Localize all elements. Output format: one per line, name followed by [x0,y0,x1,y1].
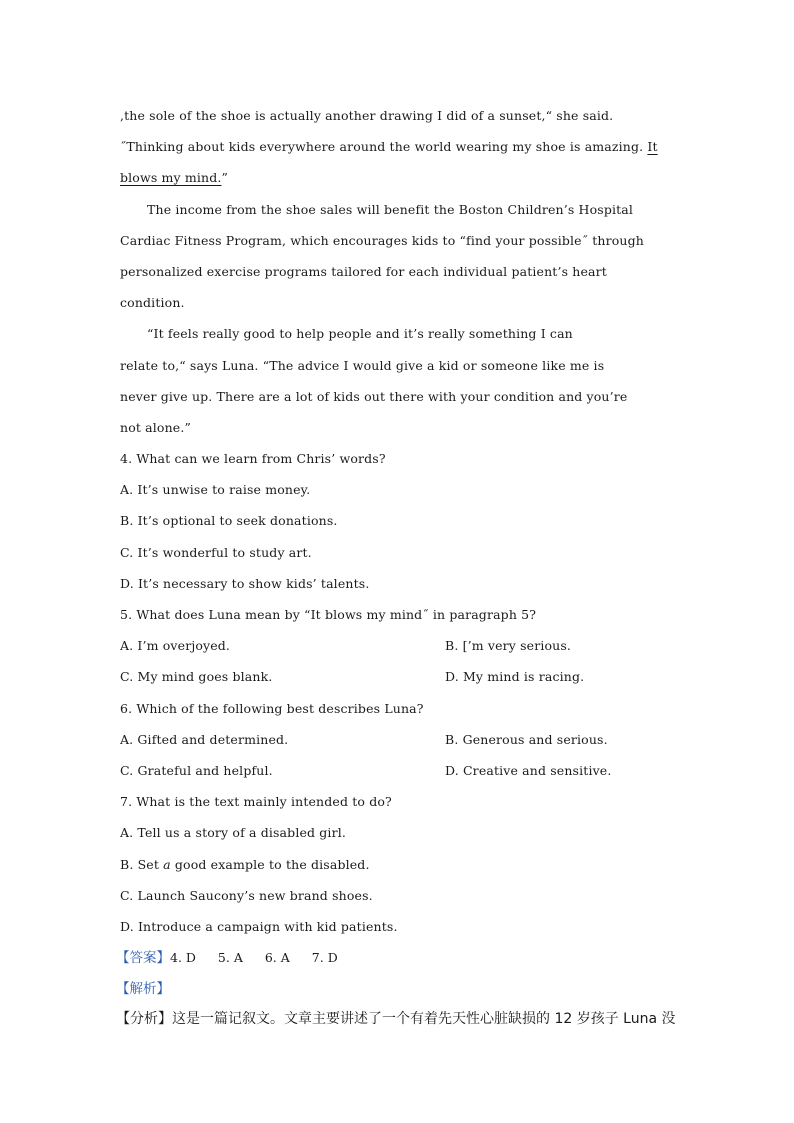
question-7-stem: 7. What is the text mainly intended to do? [120,794,392,810]
underlined-phrase: blows my mind. [120,170,222,186]
passage-text: “It feels really good to help people and it’s really something I can [147,326,573,342]
q7-option-b-prefix: B. Set [120,856,164,872]
q6-option-c: C. Grateful and helpful. [120,762,273,778]
q5-option-b: B. [’m very serious. [445,638,572,654]
passage-text: never give up. There are a lot of kids out there with your condition and you’re [120,388,628,404]
q7-option-b-italic: a [163,856,171,872]
passage-line [120,162,680,193]
q7-option-b-suffix: good example to the disabled. [170,856,370,872]
passage-text: The income from the shoe sales will benefit the Boston Children’s Hospital [147,201,634,217]
passage-text: Cardiac Fitness Program, which encourages kids to “find your possible˝ through [120,232,644,248]
fenxi-text: 这是一篇记叙文。文章主要讲述了一个有着先天性心脏缺损的 12 岁孩子 Luna 没 [172,1011,676,1028]
passage-line [120,256,680,287]
q5-options-row-1 [120,630,680,661]
answer-tag: 【答案】 [116,950,170,967]
analysis-tag: 【解析】 [116,981,170,998]
answer-6: 6. A [264,950,290,966]
q4-option-a: A. It’s unwise to raise money. [120,482,311,498]
answer-7: 7. D [311,950,338,966]
passage-line [120,381,680,412]
q4-option-d: D. It’s necessary to show kids’ talents. [120,575,370,591]
passage-line [120,318,680,349]
passage-line [120,287,680,318]
analysis-line [116,973,680,1004]
answer-5: 5. A [217,950,243,966]
q6-options-row-2 [120,755,680,786]
passage-line [120,100,680,131]
passage-text: condition. [120,295,185,311]
q7-option-c: C. Launch Saucony’s new brand shoes. [120,887,373,903]
document-page [116,100,680,1036]
q5-options-row-2 [120,661,680,692]
fenxi-tag: 【分析】 [116,1011,172,1028]
fenxi-line [116,1004,680,1035]
q5-option-c: C. My mind goes blank. [120,669,273,685]
passage-text: ” [221,170,229,186]
passage-text: not alone.” [120,419,192,435]
q7-option-d: D. Introduce a campaign with kid patients. [120,918,398,934]
answer-line [116,942,680,973]
passage-line [120,194,680,225]
question-5-stem: 5. What does Luna mean by “It blows my mind˝ in paragraph 5? [120,607,537,622]
passage-text: relate to,“ says Luna. “The advice I would give a kid or someone like me is [120,357,605,373]
q6-option-d: D. Creative and sensitive. [445,762,612,778]
passage-line [120,412,680,443]
q7-option-b [120,849,680,880]
passage-text: personalized exercise programs tailored for each individual patient’s heart [120,263,607,279]
underlined-phrase: It [647,139,658,155]
q6-options-row-1 [120,724,680,755]
question-4-stem: 4. What can we learn from Chris’ words? [120,451,386,467]
q6-option-b: B. Generous and serious. [445,731,608,747]
answer-4: 4. D [170,950,196,966]
q5-option-d: D. My mind is racing. [445,669,585,685]
q4-option-b: B. It’s optional to seek donations. [120,513,338,529]
passage-line [120,131,680,162]
answer-values [170,950,360,965]
passage-text: ,the sole of the shoe is actually another drawing I did of a sunset,“ she said. [120,108,614,123]
q7-option-a: A. Tell us a story of a disabled girl. [120,825,346,841]
passage-line [120,225,680,256]
passage-text: ˝Thinking about kids everywhere around the world wearing my shoe is amazing. [120,139,648,155]
q5-option-a: A. I’m overjoyed. [120,638,231,654]
q6-option-a: A. Gifted and determined. [120,731,289,747]
question-6-stem: 6. Which of the following best describes Luna? [120,700,424,716]
passage-line [120,350,680,381]
q4-option-c: C. It’s wonderful to study art. [120,544,312,560]
